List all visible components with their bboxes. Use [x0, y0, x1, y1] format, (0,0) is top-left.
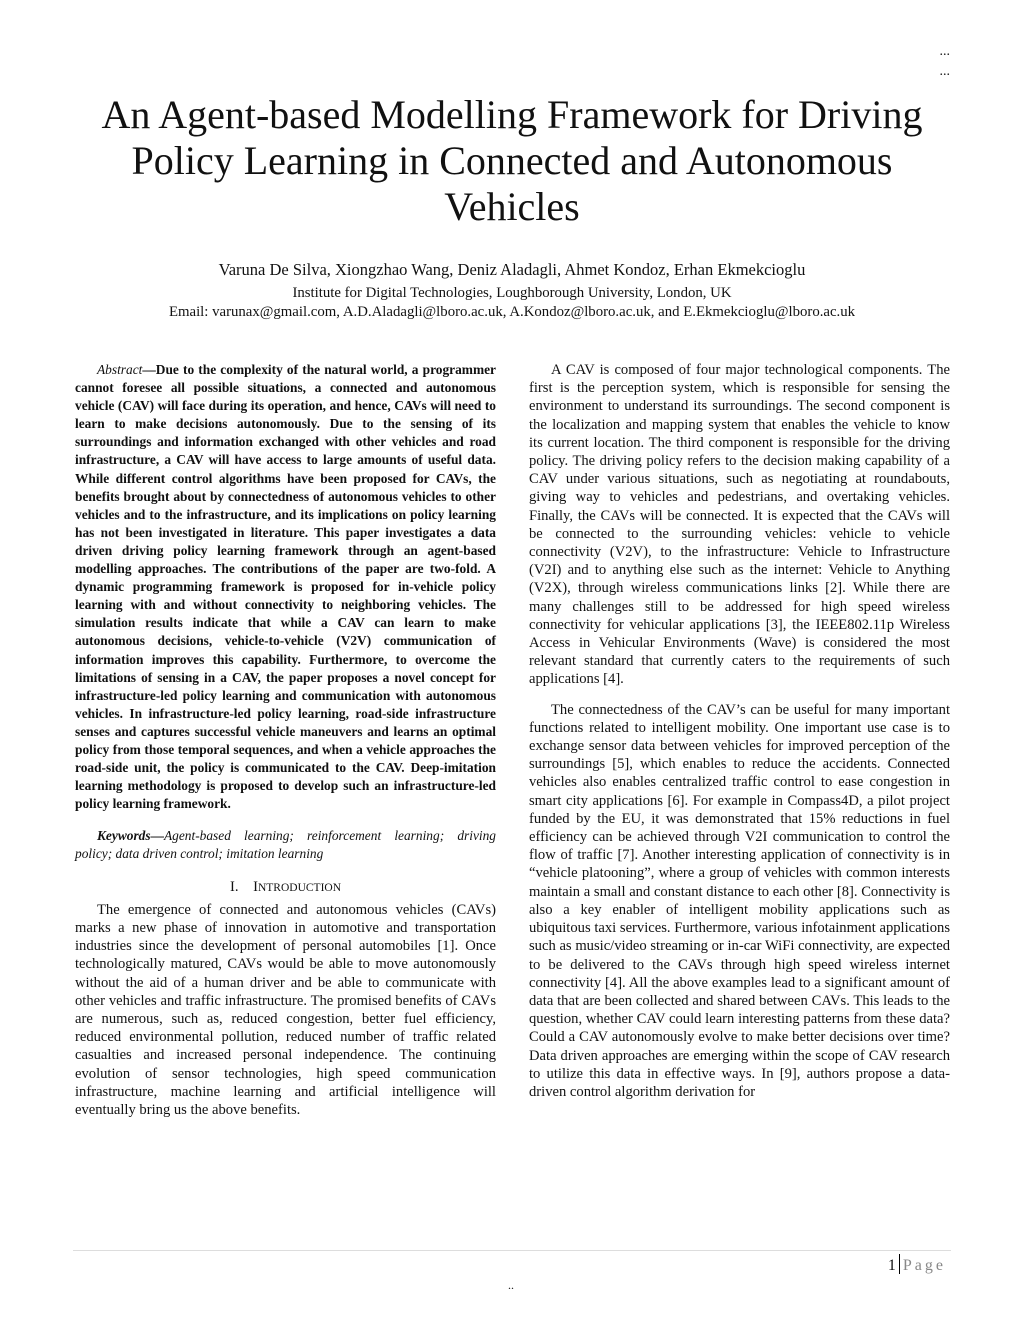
abstract-dash: — [142, 362, 156, 377]
section-title-initial: I [253, 878, 258, 895]
section-number: I. [229, 878, 239, 895]
keywords [75, 827, 496, 863]
paragraph-intro-3: The connectedness of the CAV’s can be useful for many important functions related to intelligent mobility. One important use case is to exchange sensor data between vehicles for improved perception of the surroundings [5], which enables to reduce the accidents. Connected vehicles also enables centralized traffic control to ease congestion in smart city applications [6]. For example in Compass4D, a pilot project funded by the EU, it was demonstrated that 15% reductions in fuel efficiency can be achieved through V2I communication to control the flow of traffic [7]. Another interesting application of connectivity is in “vehicle platooning”, where a group of vehicles with common interests maintain a small and constant distance to each other [8]. Connectivity is also a key enabler of intelligent mobility applications such as ubiquitous taxi services. Furthermore, various infotainment applications such as music/video streaming or in-car WiFi connectivity, are expected to be delivered to the CAVs through high speed wireless internet connectivity [4]. All the above examples lead to a significant amount of data that are been collected and shared between CAVs. This leads to the question, whether CAV could learn interesting patterns from these data? Could a CAV autonomously evolve to make better decisions over time? Data driven approaches are emerging within the scope of CAV research to utilize this data in effective ways. In [9], authors propose a data-driven control algorithm derivation for [529, 701, 950, 1100]
abstract [75, 361, 496, 813]
paragraph-intro-1: The emergence of connected and autonomous vehicles (CAVs) marks a new phase of innovation in automotive and transportation industries since the development of personal automobiles [1]. Once technologically matured, CAVs would be able to move autonomously without the aid of a human driver and be able to communicate with other vehicles and traffic infrastructure. The promised benefits of CAVs are numerous, such as, reduced congestion, better fuel efficiency, reduced environmental pollution, reduced number of traffic related casualties and increased personal independence. The continuing evolution of sensor technologies, high speed communication infrastructure, machine learning and artificial intelligence will eventually bring us the above benefits. [75, 901, 496, 1118]
bottom-mark: .. [508, 1278, 514, 1292]
right-column [529, 361, 950, 1113]
authors: Varuna De Silva, Xiongzhao Wang, Deniz Aladagli, Ahmet Kondoz, Erhan Ekmekcioglu [218, 260, 806, 279]
header-ellipsis-2: ... [939, 64, 950, 79]
header-ellipsis-1: ... [939, 44, 950, 59]
section-title-rest: NTRODUCTION [257, 881, 342, 894]
page-number [888, 1254, 946, 1275]
paragraph-intro-2: A CAV is composed of four major technological components. The first is the perception system, which is responsible for sensing the environment to understand its surroundings. The second component is the localization and mapping system that enables the vehicle to know its current location. The third component is responsible for the driving policy. The driving policy refers to the decision making capability of a CAV under various situations, such as negotiating at roundabouts, giving way to vehicles and pedestrians, and overtaking vehicles. Finally, the CAVs will be connected. It is expected that the CAVs will be connected to the surrounding vehicles: vehicle to vehicle connectivity (V2V), to the infrastructure: Vehicle to Infrastructure (V2I) and to anything else such as the internet: Vehicle to Anything (V2X), through wireless communications links [2]. While there are many challenges still to be addressed for high speed wireless connectivity for vehicular applications [3], the IEEE802.11p Wireless Access in Vehicular Environments (Wave) is considered the most relevant standard that currently caters to the requirements of such applications [4]. [529, 362, 950, 688]
affiliation: Institute for Digital Technologies, Loughborough University, London, UK [292, 285, 732, 301]
keywords-text: Agent-based learning; reinforcement learning; driving policy; data driven control; imitation learning [75, 828, 496, 862]
emails: Email: varunax@gmail.com, A.D.Aladagli@lboro.ac.uk, A.Kondoz@lboro.ac.uk, and E.Ekmekcioglu@lboro.ac.uk [168, 304, 856, 320]
keywords-label: Keywords— [97, 828, 164, 844]
section-heading-introduction [75, 878, 496, 897]
left-column [75, 361, 496, 1131]
page-label: Page [902, 1257, 946, 1274]
abstract-label: Abstract [97, 362, 143, 377]
paper-title: An Agent-based Modelling Framework for Driving Policy Learning in Connected and Autonomous Vehicles [101, 92, 923, 229]
footer-divider [73, 1250, 951, 1251]
page-number-value: 1 [887, 1257, 896, 1274]
abstract-text: Due to the complexity of the natural world, a programmer cannot foresee all possible situations, a connected and autonomous vehicle (CAV) will face during its operation, and hence, CAVs will need to learn to make decisions autonomously. Due to the sensing of its surroundings and information exchanged with other vehicles and road infrastructure, a CAV will have access to large amounts of useful data. While different control algorithms have been proposed for CAVs, the benefits brought about by connectedness of autonomous vehicles to other vehicles and to the infrastructure, and its implications on policy learning has not been investigated in literature. This paper investigates a data driven driving policy learning framework through an agent-based modelling approaches. The contributions of the paper are two-fold. A dynamic programming framework is proposed for in-vehicle policy learning with and without connectivity to neighboring vehicles. The simulation results indicate that while a CAV can learn to make autonomous decisions, vehicle-to-vehicle (V2V) communication of information improves this capability. Furthermore, to overcome the limitations of sensing in a CAV, the paper proposes a novel concept for infrastructure-led policy learning and communication with autonomous vehicles. In infrastructure-led policy learning, road-side infrastructure senses and captures successful vehicle maneuvers and learns an optimal policy from those temporal sequences, and when a vehicle approaches the road-side unit, the policy is communicated to the CAV. Deep-imitation learning methodology is proposed to develop such an infrastructure-led policy learning framework. [75, 362, 496, 812]
